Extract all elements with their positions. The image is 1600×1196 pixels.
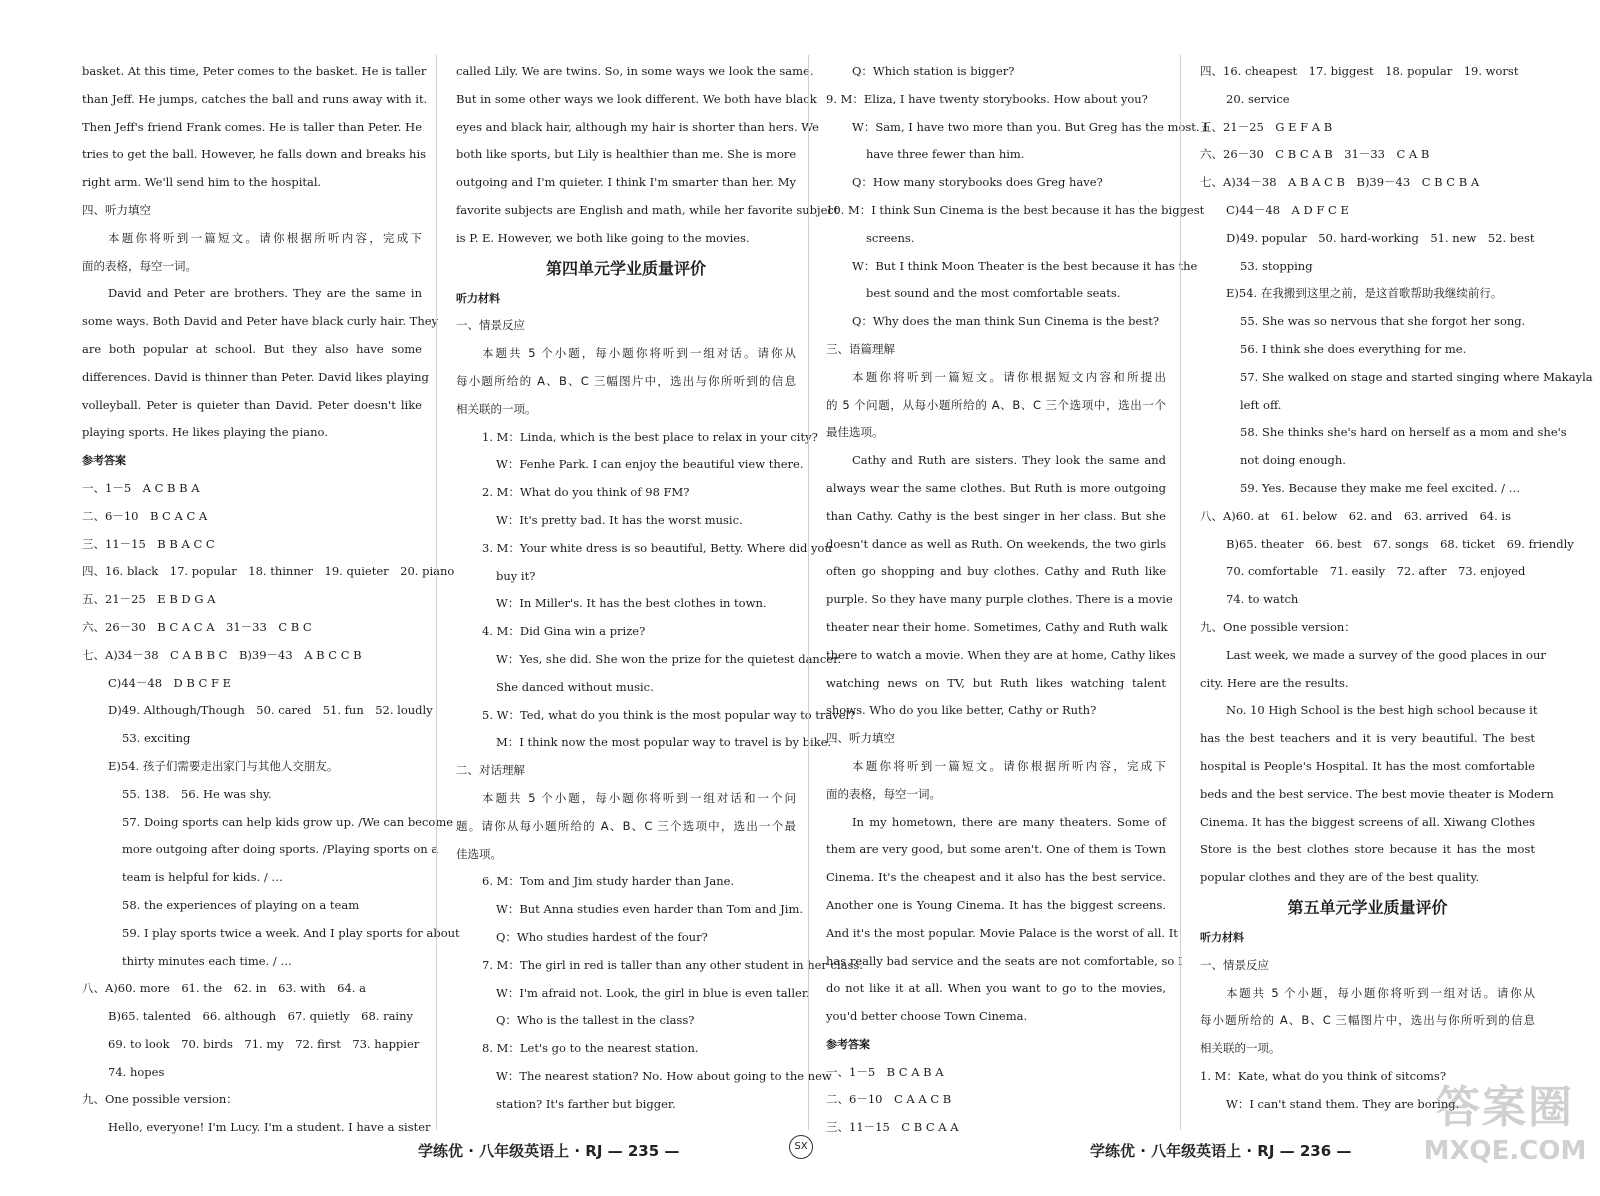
text-line: has the best teachers and it is very beautiful. The best [1200, 731, 1535, 746]
text-line: 58. the experiences of playing on a team [122, 897, 360, 912]
text-line: 本题你将听到一篇短文。请你根据所听内容，完成下 [108, 230, 422, 245]
text-line: buy it? [496, 568, 536, 583]
text-line: W：I'm afraid not. Look, the girl in blue is even taller. [496, 985, 810, 1000]
text-line: 六、26－30 C B C A B 31－33 C A B [1200, 147, 1430, 162]
text-line: 参考答案 [826, 1037, 870, 1051]
text-line: watching news on TV, but Ruth likes watching talent [826, 675, 1166, 690]
text-line: 七、A)34－38 A B A C B B)39－43 C B C B A [1200, 175, 1480, 190]
text-line: them are very good, but some aren't. One of them is Town [826, 842, 1166, 857]
text-line: W：I can't stand them. They are boring. [1226, 1096, 1460, 1111]
text-line: 面的表格，每空一词。 [82, 258, 197, 273]
text-line: W：In Miller's. It has the best clothes in town. [496, 596, 767, 611]
text-line: volleyball. Peter is quieter than David. Peter doesn't like [82, 397, 422, 412]
text-line: 三、语篇理解 [826, 341, 895, 356]
text-line: 四、听力填空 [82, 202, 151, 217]
text-line: No. 10 High School is the best high school because it [1226, 703, 1538, 718]
text-line: called Lily. We are twins. So, in some ways we look the same. [456, 64, 814, 78]
text-line: tries to get the ball. However, he falls down and breaks his [82, 147, 427, 162]
text-line: purple. So they have many purple clothes. There is a movie [826, 592, 1173, 607]
text-line: station? It's farther but bigger. [496, 1096, 676, 1111]
text-line: David and Peter are brothers. They are the same in [108, 286, 422, 301]
text-line: 题。请你从每小题所给的 A、B、C 三个选项中，选出一个最 [456, 818, 796, 833]
text-line: 九、One possible version： [82, 1092, 238, 1107]
watermark-text: 答案圈 [1436, 1082, 1574, 1133]
text-line: W：But Anna studies even harder than Tom and Jim. [496, 902, 804, 917]
text-line: 七、A)34－38 C A B B C B)39－43 A B C C B [82, 647, 362, 662]
text-line: 56. I think she does everything for me. [1240, 341, 1467, 356]
column-divider [808, 55, 809, 1130]
text-line: 相关联的一项。 [456, 401, 537, 416]
text-line: have three fewer than him. [866, 147, 1025, 162]
section-title: 第五单元学业质量评价 [1287, 897, 1448, 917]
text-line: Q：Which station is bigger? [852, 64, 1015, 78]
text-line: 佳选项。 [456, 846, 502, 861]
text-line: 5. W：Ted, what do you think is the most popular way to travel? [482, 707, 856, 722]
column-divider [1180, 55, 1181, 1130]
text-line: 每小题所给的 A、B、C 三幅图片中，选出与你所听到的信息 [1200, 1013, 1535, 1028]
text-line: than Cathy. Cathy is the best singer in her class. But she [826, 508, 1166, 523]
text-line: not doing enough. [1240, 453, 1346, 468]
text-line: Cinema. It's the cheapest and it also has the best service. [826, 870, 1166, 885]
text-line: 59. I play sports twice a week. And I play sports for about [122, 925, 460, 940]
text-line: 参考答案 [82, 454, 126, 468]
text-line: 八、A)60. more 61. the 62. in 63. with 64. a [82, 981, 366, 996]
text-line: W：Sam, I have two more than you. But Greg has the most. I [852, 119, 1208, 134]
text-line: right arm. We'll send him to the hospital. [82, 175, 322, 190]
text-line: theater near their home. Sometimes, Cathy and Ruth walk [826, 619, 1168, 634]
text-line: favorite subjects are English and math, while her favorite subject [456, 202, 839, 217]
text-line: is P. E. However, we both like going to the movies. [456, 230, 750, 245]
text-line: Q：Who is the tallest in the class? [496, 1013, 695, 1028]
text-line: there to watch a movie. When they are at home, Cathy likes [826, 647, 1176, 662]
text-line: 面的表格，每空一词。 [826, 786, 941, 801]
text-line: best sound and the most comfortable seats. [866, 286, 1121, 301]
text-line: W：The nearest station? No. How about going to the new [496, 1068, 832, 1083]
publisher-badge: SX [789, 1135, 813, 1159]
text-line: W：Yes, she did. She won the prize for the quietest dancer. [496, 651, 841, 666]
text-line: Q：Why does the man think Sun Cinema is the best? [852, 314, 1160, 329]
text-line: 五、21－25 E B D G A [82, 592, 216, 607]
text-line: playing sports. He likes playing the piano. [82, 425, 328, 440]
text-line: 一、情景反应 [1200, 957, 1269, 972]
text-line: Cinema. It has the biggest screens of all. Xiwang Clothes [1200, 814, 1535, 829]
text-line: 八、A)60. at 61. below 62. and 63. arrived 64. is [1200, 508, 1511, 523]
section-title: 第四单元学业质量评价 [545, 258, 706, 278]
text-line: doesn't dance as well as Ruth. On weekends, the two girls [826, 536, 1166, 551]
text-line: 3. M：Your white dress is so beautiful, Betty. Where did you [482, 540, 832, 555]
text-line: 53. exciting [122, 731, 191, 746]
text-line: 58. She thinks she's hard on herself as a mom and she's [1240, 425, 1567, 440]
text-line: E)54. 孩子们需要走出家门与其他人交朋友。 [108, 758, 339, 773]
text-line: 听力材料 [1200, 930, 1244, 944]
text-line: 听力材料 [456, 291, 500, 305]
text-line: 本题共 5 个小题，每小题你将听到一组对话。请你从 [482, 346, 796, 361]
text-line: has really bad service and the seats are not comfortable, so I [826, 953, 1183, 968]
text-line: 74. to watch [1226, 592, 1299, 607]
text-line: B)65. theater 66. best 67. songs 68. ticket 69. friendly [1226, 536, 1574, 551]
column-4 [1200, 58, 1593, 1118]
text-line: W：It's pretty bad. It has the worst music. [496, 512, 743, 527]
text-line: B)65. talented 66. although 67. quietly 68. rainy [108, 1009, 414, 1024]
text-line: 74. hopes [108, 1064, 165, 1079]
text-line: always wear the same clothes. But Ruth is more outgoing [826, 480, 1166, 495]
text-line: hospital is People's Hospital. It has the most comfortable [1200, 758, 1535, 773]
text-line: 9. M：Eliza, I have twenty storybooks. How about you? [826, 91, 1148, 106]
text-line: more outgoing after doing sports. /Playing sports on a [122, 842, 439, 857]
text-line: 九、One possible version： [1200, 619, 1356, 634]
text-line: 的 5 个问题，从每小题所给的 A、B、C 三个选项中，选出一个 [826, 397, 1166, 412]
text-line: W：Fenhe Park. I can enjoy the beautiful view there. [496, 457, 804, 472]
text-line: eyes and black hair, although my hair is shorter than hers. We [456, 119, 819, 134]
text-line: 二、6－10 B C A C A [82, 508, 208, 523]
text-line: 三、11－15 B B A C C [82, 536, 215, 551]
text-line: 4. M：Did Gina win a prize? [482, 624, 646, 639]
text-line: 1. M：Linda, which is the best place to relax in your city? [482, 429, 818, 444]
column-divider [436, 55, 437, 1130]
text-line: 20. service [1226, 91, 1290, 106]
text-line: W：But I think Moon Theater is the best because it has the [852, 258, 1198, 273]
text-line: 10. M：I think Sun Cinema is the best because it has the biggest [826, 202, 1205, 217]
text-line: 相关联的一项。 [1200, 1041, 1281, 1056]
text-line: C)44－48 D B C F E [108, 675, 232, 690]
column-3 [826, 58, 1208, 1142]
text-line: 本题你将听到一篇短文。请你根据短文内容和所提出 [852, 369, 1166, 384]
text-line: 二、6－10 C A A C B [826, 1092, 952, 1107]
text-line: shows. Who do you like better, Cathy or Ruth? [826, 703, 1097, 718]
text-line: basket. At this time, Peter comes to the basket. He is taller [82, 64, 427, 78]
text-line: 7. M：The girl in red is taller than any other student in her class. [482, 957, 863, 972]
text-line: thirty minutes each time. / … [122, 953, 292, 968]
text-line: 一、1－5 A C B B A [82, 480, 200, 495]
text-line: And it's the most popular. Movie Palace is the worst of all. It [826, 925, 1178, 940]
text-line: team is helpful for kids. / … [122, 870, 283, 885]
text-line: both like sports, but Lily is healthier than me. She is more [456, 147, 797, 162]
text-line: Q：Who studies hardest of the four? [496, 929, 708, 944]
text-line: Hello, everyone! I'm Lucy. I'm a student. I have a sister [108, 1120, 431, 1135]
text-line: Store is the best clothes store because it has the most [1200, 842, 1535, 857]
text-line: Last week, we made a survey of the good places in our [1226, 647, 1546, 662]
text-line: 本题共 5 个小题，每小题你将听到一组对话。请你从 [1226, 985, 1535, 1000]
text-line: you'd better choose Town Cinema. [826, 1009, 1028, 1024]
text-line: 69. to look 70. birds 71. my 72. first 73. happier [108, 1036, 420, 1051]
text-line: C)44－48 A D F C E [1226, 202, 1349, 217]
watermark-url: MXQE.COM [1423, 1136, 1587, 1166]
text-line: 每小题所给的 A、B、C 三幅图片中，选出与你所听到的信息 [456, 373, 796, 388]
text-line: D)49. Although/Though 50. cared 51. fun 52. loudly [108, 703, 433, 718]
text-line: outgoing and I'm quieter. I think I'm smarter than her. My [456, 175, 796, 190]
text-line: 1. M：Kate, what do you think of sitcoms? [1200, 1068, 1447, 1083]
text-line: 五、21－25 G E F A B [1200, 119, 1333, 134]
text-line: popular clothes and they are of the best quality. [1200, 870, 1480, 885]
text-line: 55. She was so nervous that she forgot her song. [1240, 314, 1526, 329]
text-line: E)54. 在我搬到这里之前，是这首歌帮助我继续前行。 [1226, 286, 1503, 301]
watermark-logo [1420, 1080, 1590, 1180]
text-line: 本题你将听到一篇短文。请你根据所听内容，完成下 [852, 758, 1166, 773]
text-line: 四、16. black 17. popular 18. thinner 19. quieter 20. piano [82, 564, 455, 579]
text-line: Q：How many storybooks does Greg have? [852, 175, 1103, 190]
text-line: 70. comfortable 71. easily 72. after 73. enjoyed [1226, 564, 1526, 579]
text-line: 四、16. cheapest 17. biggest 18. popular 19. worst [1200, 64, 1519, 78]
text-line: often go shopping and buy clothes. Cathy and Ruth like [826, 564, 1166, 579]
text-line: are both popular at school. But they also have some [82, 341, 422, 356]
text-line: some ways. Both David and Peter have black curly hair. They [82, 314, 439, 329]
text-line: 二、对话理解 [456, 763, 525, 778]
text-line: D)49. popular 50. hard-working 51. new 52. best [1226, 230, 1535, 245]
text-line: 53. stopping [1240, 258, 1313, 273]
text-line: In my hometown, there are many theaters. Some of [852, 814, 1166, 829]
text-line: 四、听力填空 [826, 731, 895, 746]
text-line: 57. She walked on stage and started singing where Makayla [1240, 369, 1593, 384]
text-line: screens. [866, 230, 915, 245]
text-line: 55. 138. 56. He was shy. [122, 786, 272, 801]
text-line: 三、11－15 C B C A A [826, 1120, 959, 1135]
text-line: Another one is Young Cinema. It has the biggest screens. [826, 897, 1166, 912]
text-line: differences. David is thinner than Peter. David likes playing [82, 369, 429, 384]
text-line: Then Jeff's friend Frank comes. He is taller than Peter. He [82, 119, 422, 134]
text-line: than Jeff. He jumps, catches the ball and runs away with it. [82, 91, 428, 106]
text-line: 一、1－5 B C A B A [826, 1064, 944, 1079]
text-line: beds and the best service. The best movie theater is Modern [1200, 786, 1554, 801]
text-line: left off. [1240, 397, 1282, 412]
text-line: M：I think now the most popular way to travel is by bike. [496, 735, 832, 750]
text-line: 8. M：Let's go to the nearest station. [482, 1041, 699, 1056]
page-footer-left: 学练优 · 八年级英语上 · RJ — 235 — [418, 1142, 680, 1160]
text-line: 2. M：What do you think of 98 FM? [482, 485, 690, 500]
text-line: But in some other ways we look different. We both have black [456, 91, 817, 106]
text-line: 本题共 5 个小题，每小题你将听到一组对话和一个问 [482, 790, 796, 805]
text-line: 57. Doing sports can help kids grow up. /We can become [122, 814, 454, 829]
text-line: 59. Yes. Because they make me feel excited. / … [1240, 480, 1521, 495]
column-1 [82, 58, 460, 1142]
text-line: She danced without music. [496, 679, 654, 694]
text-line: 最佳选项。 [826, 425, 884, 440]
text-line: 6. M：Tom and Jim study harder than Jane. [482, 874, 735, 889]
text-line: 一、情景反应 [456, 318, 525, 333]
text-line: 六、26－30 B C A C A 31－33 C B C [82, 619, 312, 634]
text-line: city. Here are the results. [1200, 675, 1349, 690]
text-line: do not like it at all. When you want to go to the movies, [826, 981, 1166, 996]
text-line: Cathy and Ruth are sisters. They look the same and [852, 453, 1166, 468]
page-footer-right: 学练优 · 八年级英语上 · RJ — 236 — [1090, 1142, 1352, 1160]
